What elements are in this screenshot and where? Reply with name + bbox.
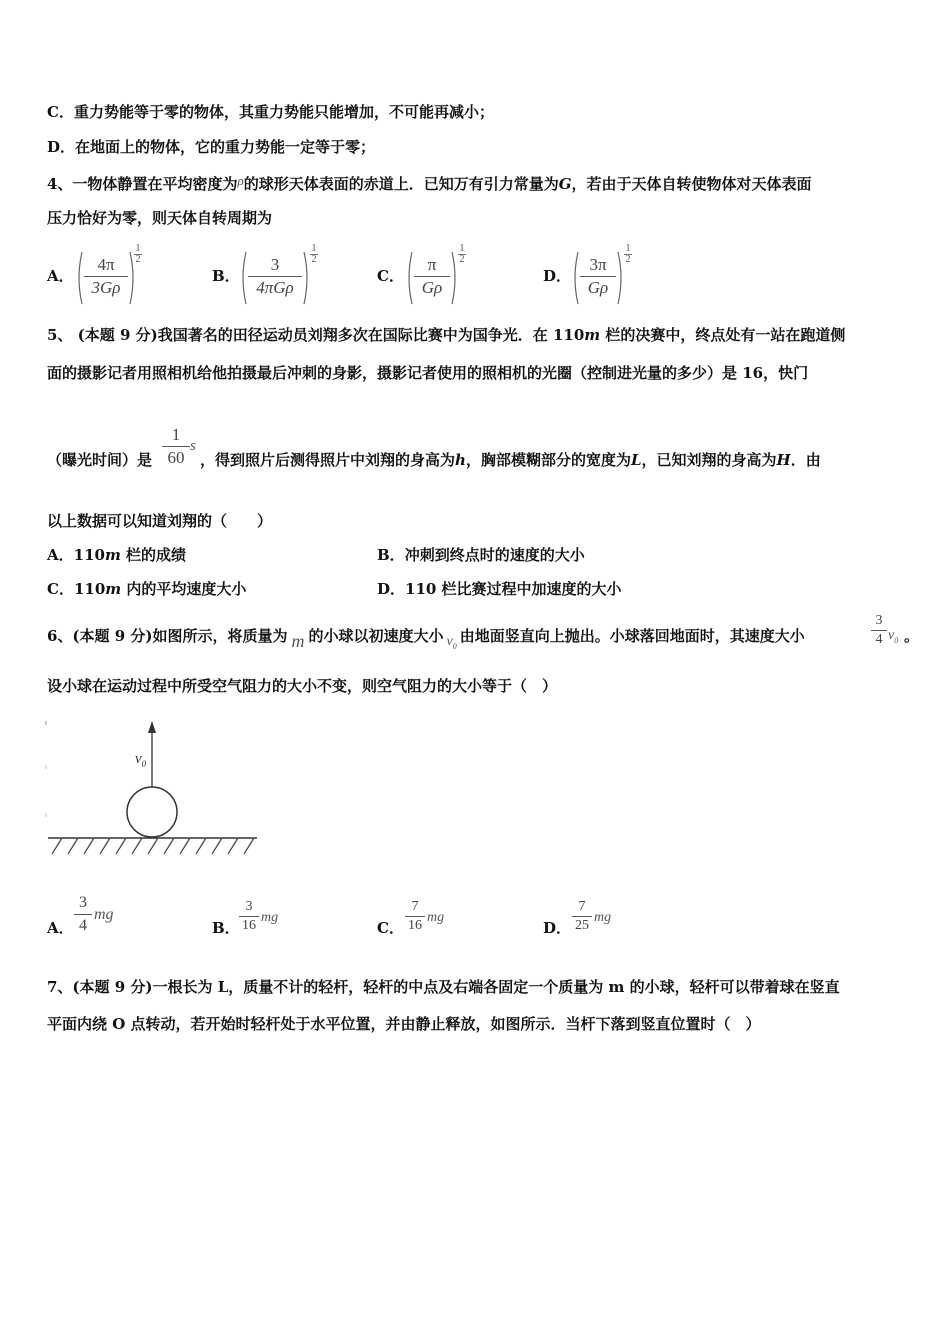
q4-G: G <box>558 175 572 193</box>
q6-period: 。 <box>904 627 920 645</box>
q4-d-den: Gρ <box>587 278 609 297</box>
question-5-line-4: 以上数据可以知道刘翔的（ ） <box>47 512 273 530</box>
q6-option-b-unit: mg <box>261 910 279 925</box>
q6-option-a-label: A． <box>47 919 74 937</box>
q4-a-exponent: 1 2 <box>135 243 141 265</box>
q6-option-d-label: D． <box>543 919 572 937</box>
q6-v0: $v_0$ <box>446 634 457 651</box>
q4-option-c-fraction <box>414 254 450 299</box>
q4-c-exponent: 1 2 <box>459 243 465 265</box>
q5-option-d: D．110 栏比赛过程中加速度的大小 <box>377 580 622 598</box>
q6-option-d-unit: mg <box>594 910 612 925</box>
q4-option-a-label: A． <box>47 267 74 285</box>
q4-text-c: ，若由于天体自转使物体对天体表面 <box>571 175 812 193</box>
q4-a-num: 4π <box>84 254 128 277</box>
q4-option-a-fraction <box>84 254 128 299</box>
question-6-line-1: 6、(本题 9 分)如图所示，将质量为 m 的小球以初速度大小 $v_0$由地面竖直向上抛出。小球落回地面时，其速度大小 <box>47 627 805 651</box>
q4-d-num: 3π <box>580 254 616 277</box>
question-4-line-2: 压力恰好为零，则天体自转周期为 <box>47 209 273 227</box>
q6-speed-v0: $v_0$ <box>888 628 899 645</box>
q6-option-d-fraction: 7 25 <box>572 898 592 935</box>
question-5-line-1: 5、 (本题 9 分)我国著名的田径运动员刘翔多次在国际比赛中为国争光．在 110m 栏的决赛中，终点处有一站在跑道侧 <box>47 326 846 344</box>
q4-b-num: 3 <box>248 254 302 277</box>
q4-option-b-fraction <box>248 254 302 299</box>
q6-option-a-unit: mg <box>94 906 114 923</box>
option-c-line: C．重力势能等于零的物体，其重力势能只能增加，不可能再减小； <box>47 103 494 121</box>
q5-option-b: B．冲刺到终点时的速度的大小 <box>377 546 585 564</box>
question-4-line-1 <box>47 171 812 194</box>
q4-rho: ρ <box>237 173 244 188</box>
question-7-line-1: 7、(本题 9 分)一根长为 L，质量不计的轻杆，轻杆的中点及右端各固定一个质量为 m 的小球，轻杆可以带着球在竖直 <box>47 978 840 996</box>
ball <box>127 787 177 837</box>
q5-shutter-fraction: 1 60 <box>162 424 190 469</box>
q5-shutter-unit: s <box>190 438 196 454</box>
ball-throw-figure <box>44 715 264 860</box>
q4-c-den: Gρ <box>421 278 443 297</box>
velocity-arrow-head <box>148 721 156 733</box>
ground-hatching <box>52 838 254 854</box>
q4-option-d-fraction <box>580 254 616 299</box>
q4-option-c-label: C． <box>377 267 404 285</box>
q4-text-b: 的球形天体表面的赤道上．已知万有引力常量为 <box>243 175 559 193</box>
q4-d-exponent: 1 2 <box>625 243 631 265</box>
question-5-line-2: 面的摄影记者用照相机给他拍摄最后冲刺的身影，摄影记者使用的照相机的光圈（控制进光量的多少）是 16，快门 <box>47 364 809 382</box>
q6-option-b-label: B． <box>212 919 240 937</box>
q4-b-exponent: 1 2 <box>311 243 317 265</box>
question-7-line-2: 平面内绕 O 点转动，若开始时轻杆处于水平位置，并由静止释放，如图所示．当杆下落到竖直位置时（ ） <box>47 1015 761 1033</box>
q4-c-num: π <box>414 254 450 277</box>
q5-option-c: C．110m 内的平均速度大小 <box>47 580 247 598</box>
q4-option-b-label: B． <box>212 267 240 285</box>
q6-option-c-unit: mg <box>427 910 445 925</box>
q6-option-a-fraction: 3 4 <box>74 892 92 937</box>
option-d-line: D．在地面上的物体，它的重力势能一定等于零； <box>47 138 376 156</box>
q4-option-d-label: D． <box>543 267 572 285</box>
question-6-line-2: 设小球在运动过程中所受空气阻力的大小不变，则空气阻力的大小等于（ ） <box>47 677 558 695</box>
q6-option-b-fraction: 3 16 <box>239 898 259 935</box>
q4-text-a: 4、一物体静置在平均密度为 <box>47 175 238 193</box>
q5-option-a: A．110m 栏的成绩 <box>47 546 187 564</box>
q4-b-den: 4πGρ <box>256 278 294 297</box>
q6-speed-fraction: 3 4 <box>871 612 887 649</box>
q6-option-c-fraction: 7 16 <box>405 898 425 935</box>
question-5-line-3: （曝光时间）是 ，得到照片后测得照片中刘翔的身高为h，胸部模糊部分的宽度为L，已知刘翔的身高为H．由 <box>47 451 821 469</box>
figure-v0-label: $v_0$ <box>135 751 147 769</box>
q4-a-den: 3Gρ <box>91 278 121 297</box>
q6-option-c-label: C． <box>377 919 404 937</box>
